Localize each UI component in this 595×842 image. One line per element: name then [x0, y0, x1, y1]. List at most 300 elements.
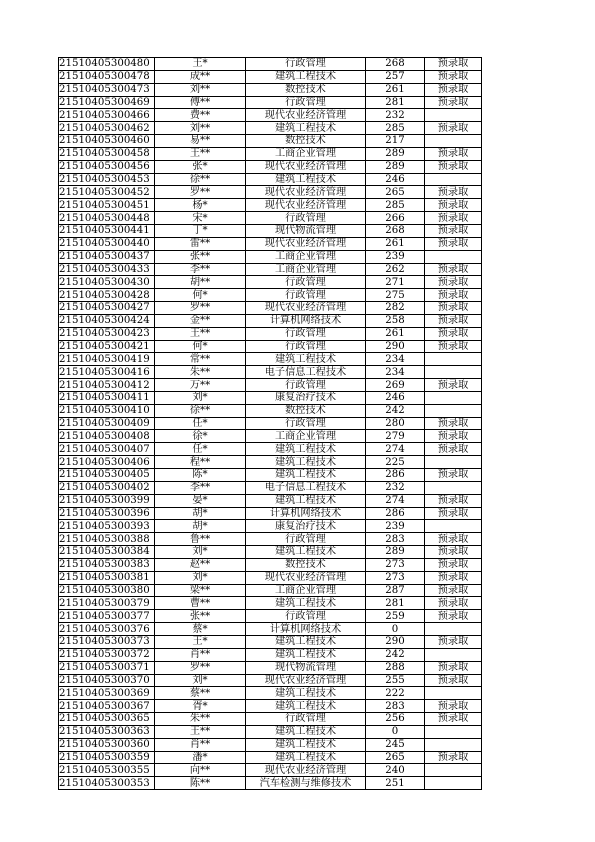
cell-student-name: 陈*	[155, 469, 246, 482]
cell-major: 现代农业经济管理	[246, 302, 366, 315]
cell-score: 261	[366, 327, 425, 340]
cell-major: 行政管理	[246, 379, 366, 392]
cell-score: 234	[366, 353, 425, 366]
cell-admission-status: 预录取	[425, 713, 482, 726]
cell-exam-id: 21510405300359	[59, 751, 155, 764]
cell-major: 现代物流管理	[246, 224, 366, 237]
cell-admission-status	[425, 404, 482, 417]
cell-student-name: 金**	[155, 314, 246, 327]
cell-student-name: 李**	[155, 481, 246, 494]
table-row	[59, 738, 482, 751]
cell-score: 256	[366, 713, 425, 726]
cell-exam-id: 21510405300379	[59, 597, 155, 610]
table-body	[59, 58, 482, 790]
table-row	[59, 725, 482, 738]
cell-student-name: 罗**	[155, 302, 246, 315]
cell-admission-status: 预录取	[425, 443, 482, 456]
cell-admission-status: 预录取	[425, 558, 482, 571]
cell-exam-id: 21510405300369	[59, 687, 155, 700]
cell-student-name: 胥*	[155, 700, 246, 713]
cell-admission-status	[425, 725, 482, 738]
cell-score: 259	[366, 610, 425, 623]
cell-exam-id: 21510405300427	[59, 302, 155, 315]
cell-admission-status: 预录取	[425, 237, 482, 250]
table-row	[59, 186, 482, 199]
cell-exam-id: 21510405300423	[59, 327, 155, 340]
cell-exam-id: 21510405300393	[59, 520, 155, 533]
cell-exam-id: 21510405300376	[59, 623, 155, 636]
table-row	[59, 135, 482, 148]
cell-admission-status: 预录取	[425, 610, 482, 623]
cell-admission-status	[425, 135, 482, 148]
table-row	[59, 417, 482, 430]
cell-major: 现代农业经济管理	[246, 109, 366, 122]
cell-exam-id: 21510405300353	[59, 777, 155, 790]
cell-exam-id: 21510405300430	[59, 276, 155, 289]
table-row	[59, 507, 482, 520]
cell-score: 271	[366, 276, 425, 289]
table-row	[59, 520, 482, 533]
cell-score: 251	[366, 777, 425, 790]
cell-major: 电子信息工程技术	[246, 366, 366, 379]
cell-admission-status: 预录取	[425, 494, 482, 507]
cell-major: 工商企业管理	[246, 584, 366, 597]
cell-major: 行政管理	[246, 276, 366, 289]
cell-student-name: 梁**	[155, 584, 246, 597]
cell-student-name: 费**	[155, 109, 246, 122]
cell-student-name: 丁*	[155, 224, 246, 237]
cell-major: 建筑工程技术	[246, 353, 366, 366]
cell-exam-id: 21510405300460	[59, 135, 155, 148]
cell-score: 274	[366, 443, 425, 456]
table-row	[59, 147, 482, 160]
cell-score: 266	[366, 212, 425, 225]
cell-student-name: 赵**	[155, 558, 246, 571]
cell-exam-id: 21510405300478	[59, 70, 155, 83]
cell-admission-status: 预录取	[425, 327, 482, 340]
table-row	[59, 764, 482, 777]
cell-score: 273	[366, 558, 425, 571]
cell-major: 行政管理	[246, 212, 366, 225]
cell-student-name: 向**	[155, 764, 246, 777]
table-row	[59, 404, 482, 417]
cell-major: 工商企业管理	[246, 430, 366, 443]
table-row	[59, 366, 482, 379]
cell-major: 电子信息工程技术	[246, 481, 366, 494]
cell-score: 245	[366, 738, 425, 751]
cell-exam-id: 21510405300452	[59, 186, 155, 199]
cell-admission-status	[425, 648, 482, 661]
cell-exam-id: 21510405300408	[59, 430, 155, 443]
table-row	[59, 263, 482, 276]
cell-major: 计算机网络技术	[246, 623, 366, 636]
cell-score: 274	[366, 494, 425, 507]
cell-major: 行政管理	[246, 96, 366, 109]
cell-major: 现代农业经济管理	[246, 764, 366, 777]
table-row	[59, 302, 482, 315]
table-row	[59, 430, 482, 443]
cell-major: 行政管理	[246, 417, 366, 430]
cell-student-name: 王**	[155, 725, 246, 738]
table-row	[59, 481, 482, 494]
cell-score: 225	[366, 456, 425, 469]
table-row	[59, 391, 482, 404]
table-row	[59, 533, 482, 546]
table-row	[59, 700, 482, 713]
cell-student-name: 成**	[155, 70, 246, 83]
cell-score: 285	[366, 199, 425, 212]
cell-exam-id: 21510405300373	[59, 635, 155, 648]
cell-student-name: 肖**	[155, 738, 246, 751]
cell-major: 汽车检测与维修技术	[246, 777, 366, 790]
cell-major: 建筑工程技术	[246, 725, 366, 738]
cell-major: 建筑工程技术	[246, 494, 366, 507]
cell-major: 计算机网络技术	[246, 314, 366, 327]
cell-admission-status: 预录取	[425, 70, 482, 83]
cell-student-name: 王**	[155, 147, 246, 160]
cell-exam-id: 21510405300441	[59, 224, 155, 237]
cell-admission-status	[425, 764, 482, 777]
cell-exam-id: 21510405300433	[59, 263, 155, 276]
cell-major: 数控技术	[246, 135, 366, 148]
cell-score: 283	[366, 700, 425, 713]
table-row	[59, 635, 482, 648]
cell-student-name: 徐**	[155, 404, 246, 417]
cell-exam-id: 21510405300453	[59, 173, 155, 186]
cell-major: 数控技术	[246, 83, 366, 96]
cell-student-name: 傅**	[155, 96, 246, 109]
cell-major: 建筑工程技术	[246, 597, 366, 610]
table-row	[59, 122, 482, 135]
cell-score: 282	[366, 302, 425, 315]
cell-exam-id: 21510405300410	[59, 404, 155, 417]
cell-student-name: 肖**	[155, 648, 246, 661]
cell-major: 行政管理	[246, 713, 366, 726]
cell-admission-status	[425, 353, 482, 366]
cell-score: 258	[366, 314, 425, 327]
cell-major: 建筑工程技术	[246, 122, 366, 135]
cell-admission-status	[425, 623, 482, 636]
cell-student-name: 雷**	[155, 237, 246, 250]
table-row	[59, 584, 482, 597]
cell-exam-id: 21510405300421	[59, 340, 155, 353]
table-row	[59, 276, 482, 289]
cell-score: 280	[366, 417, 425, 430]
cell-exam-id: 21510405300402	[59, 481, 155, 494]
cell-major: 建筑工程技术	[246, 469, 366, 482]
cell-student-name: 潘*	[155, 751, 246, 764]
cell-major: 建筑工程技术	[246, 70, 366, 83]
cell-score: 232	[366, 109, 425, 122]
table-row	[59, 546, 482, 559]
table-row	[59, 713, 482, 726]
table-row	[59, 674, 482, 687]
cell-admission-status: 预录取	[425, 507, 482, 520]
cell-admission-status: 预录取	[425, 122, 482, 135]
cell-exam-id: 21510405300367	[59, 700, 155, 713]
cell-admission-status: 预录取	[425, 302, 482, 315]
cell-exam-id: 21510405300409	[59, 417, 155, 430]
cell-major: 行政管理	[246, 58, 366, 71]
cell-exam-id: 21510405300371	[59, 661, 155, 674]
cell-score: 279	[366, 430, 425, 443]
cell-score: 246	[366, 173, 425, 186]
cell-student-name: 易**	[155, 135, 246, 148]
cell-major: 现代农业经济管理	[246, 237, 366, 250]
table-row	[59, 353, 482, 366]
cell-major: 建筑工程技术	[246, 546, 366, 559]
cell-exam-id: 21510405300462	[59, 122, 155, 135]
cell-major: 行政管理	[246, 327, 366, 340]
cell-admission-status: 预录取	[425, 674, 482, 687]
cell-exam-id: 21510405300458	[59, 147, 155, 160]
cell-exam-id: 21510405300406	[59, 456, 155, 469]
cell-score: 234	[366, 366, 425, 379]
cell-major: 工商企业管理	[246, 250, 366, 263]
cell-admission-status: 预录取	[425, 430, 482, 443]
cell-major: 行政管理	[246, 340, 366, 353]
cell-student-name: 朱**	[155, 366, 246, 379]
cell-major: 现代农业经济管理	[246, 571, 366, 584]
table-row	[59, 571, 482, 584]
admission-table	[58, 57, 482, 790]
cell-student-name: 刘*	[155, 674, 246, 687]
cell-exam-id: 21510405300388	[59, 533, 155, 546]
cell-score: 265	[366, 186, 425, 199]
cell-exam-id: 21510405300363	[59, 725, 155, 738]
cell-admission-status	[425, 481, 482, 494]
cell-exam-id: 21510405300365	[59, 713, 155, 726]
cell-exam-id: 21510405300407	[59, 443, 155, 456]
cell-exam-id: 21510405300380	[59, 584, 155, 597]
cell-major: 现代物流管理	[246, 661, 366, 674]
cell-exam-id: 21510405300480	[59, 58, 155, 71]
table-row	[59, 777, 482, 790]
cell-exam-id: 21510405300399	[59, 494, 155, 507]
cell-student-name: 蔡**	[155, 687, 246, 700]
table-row	[59, 83, 482, 96]
cell-admission-status: 预录取	[425, 546, 482, 559]
cell-student-name: 王*	[155, 58, 246, 71]
cell-exam-id: 21510405300384	[59, 546, 155, 559]
cell-exam-id: 21510405300381	[59, 571, 155, 584]
cell-score: 283	[366, 533, 425, 546]
cell-score: 269	[366, 379, 425, 392]
cell-score: 239	[366, 250, 425, 263]
table-row	[59, 173, 482, 186]
cell-exam-id: 21510405300428	[59, 289, 155, 302]
cell-exam-id: 21510405300412	[59, 379, 155, 392]
cell-student-name: 刘*	[155, 571, 246, 584]
cell-admission-status: 预录取	[425, 379, 482, 392]
table-row	[59, 160, 482, 173]
cell-major: 现代农业经济管理	[246, 160, 366, 173]
table-row	[59, 494, 482, 507]
cell-score: 242	[366, 404, 425, 417]
cell-score: 275	[366, 289, 425, 302]
table-row	[59, 443, 482, 456]
cell-exam-id: 21510405300473	[59, 83, 155, 96]
cell-student-name: 程**	[155, 456, 246, 469]
cell-score: 268	[366, 224, 425, 237]
cell-score: 290	[366, 635, 425, 648]
cell-exam-id: 21510405300370	[59, 674, 155, 687]
table-row	[59, 250, 482, 263]
cell-major: 建筑工程技术	[246, 456, 366, 469]
cell-admission-status: 预录取	[425, 469, 482, 482]
cell-score: 261	[366, 237, 425, 250]
cell-major: 建筑工程技术	[246, 738, 366, 751]
cell-student-name: 胡**	[155, 276, 246, 289]
table-row	[59, 597, 482, 610]
cell-student-name: 鲁**	[155, 533, 246, 546]
cell-student-name: 常**	[155, 353, 246, 366]
cell-major: 工商企业管理	[246, 147, 366, 160]
cell-score: 281	[366, 597, 425, 610]
cell-student-name: 何*	[155, 289, 246, 302]
cell-major: 建筑工程技术	[246, 700, 366, 713]
cell-admission-status	[425, 687, 482, 700]
cell-student-name: 刘**	[155, 122, 246, 135]
cell-score: 217	[366, 135, 425, 148]
table-row	[59, 340, 482, 353]
table-row	[59, 623, 482, 636]
cell-student-name: 晏*	[155, 494, 246, 507]
cell-score: 289	[366, 147, 425, 160]
cell-admission-status: 预录取	[425, 147, 482, 160]
table-row	[59, 70, 482, 83]
cell-major: 康复治疗技术	[246, 391, 366, 404]
cell-admission-status: 预录取	[425, 96, 482, 109]
cell-student-name: 张**	[155, 610, 246, 623]
cell-score: 286	[366, 469, 425, 482]
cell-student-name: 刘*	[155, 546, 246, 559]
cell-major: 建筑工程技术	[246, 173, 366, 186]
cell-admission-status	[425, 738, 482, 751]
cell-admission-status: 预录取	[425, 83, 482, 96]
cell-admission-status: 预录取	[425, 186, 482, 199]
cell-major: 行政管理	[246, 610, 366, 623]
cell-student-name: 任*	[155, 443, 246, 456]
cell-student-name: 王*	[155, 635, 246, 648]
cell-admission-status: 预录取	[425, 533, 482, 546]
table-row	[59, 96, 482, 109]
cell-admission-status	[425, 520, 482, 533]
cell-student-name: 何*	[155, 340, 246, 353]
cell-exam-id: 21510405300372	[59, 648, 155, 661]
cell-student-name: 宋*	[155, 212, 246, 225]
cell-major: 数控技术	[246, 558, 366, 571]
cell-score: 261	[366, 83, 425, 96]
cell-admission-status: 预录取	[425, 212, 482, 225]
table-row	[59, 327, 482, 340]
cell-major: 建筑工程技术	[246, 443, 366, 456]
cell-admission-status: 预录取	[425, 597, 482, 610]
cell-score: 287	[366, 584, 425, 597]
table-row	[59, 610, 482, 623]
cell-major: 建筑工程技术	[246, 687, 366, 700]
cell-student-name: 任*	[155, 417, 246, 430]
cell-score: 242	[366, 648, 425, 661]
cell-major: 数控技术	[246, 404, 366, 417]
table-row	[59, 289, 482, 302]
cell-admission-status: 预录取	[425, 199, 482, 212]
cell-admission-status	[425, 456, 482, 469]
cell-admission-status: 预录取	[425, 700, 482, 713]
table-row	[59, 224, 482, 237]
cell-exam-id: 21510405300377	[59, 610, 155, 623]
cell-student-name: 徐*	[155, 430, 246, 443]
cell-admission-status	[425, 109, 482, 122]
cell-student-name: 王**	[155, 327, 246, 340]
cell-score: 257	[366, 70, 425, 83]
cell-admission-status	[425, 391, 482, 404]
cell-student-name: 朱**	[155, 713, 246, 726]
cell-exam-id: 21510405300416	[59, 366, 155, 379]
table-row	[59, 109, 482, 122]
cell-major: 建筑工程技术	[246, 648, 366, 661]
cell-major: 建筑工程技术	[246, 635, 366, 648]
cell-admission-status: 预录取	[425, 58, 482, 71]
cell-score: 289	[366, 546, 425, 559]
cell-score: 0	[366, 623, 425, 636]
cell-student-name: 徐**	[155, 173, 246, 186]
cell-admission-status: 预录取	[425, 289, 482, 302]
table-row	[59, 212, 482, 225]
cell-major: 现代农业经济管理	[246, 199, 366, 212]
cell-student-name: 张*	[155, 160, 246, 173]
cell-score: 285	[366, 122, 425, 135]
cell-admission-status: 预录取	[425, 751, 482, 764]
cell-score: 262	[366, 263, 425, 276]
cell-admission-status: 预录取	[425, 160, 482, 173]
table-row	[59, 456, 482, 469]
cell-admission-status	[425, 250, 482, 263]
cell-major: 现代农业经济管理	[246, 674, 366, 687]
cell-student-name: 刘**	[155, 83, 246, 96]
table-row	[59, 237, 482, 250]
cell-major: 现代农业经济管理	[246, 186, 366, 199]
cell-student-name: 万**	[155, 379, 246, 392]
cell-score: 286	[366, 507, 425, 520]
cell-exam-id: 21510405300405	[59, 469, 155, 482]
cell-major: 康复治疗技术	[246, 520, 366, 533]
cell-admission-status: 预录取	[425, 417, 482, 430]
cell-exam-id: 21510405300437	[59, 250, 155, 263]
table-row	[59, 558, 482, 571]
table-row	[59, 751, 482, 764]
cell-major: 行政管理	[246, 289, 366, 302]
cell-student-name: 李**	[155, 263, 246, 276]
cell-score: 255	[366, 674, 425, 687]
table-row	[59, 661, 482, 674]
cell-score: 273	[366, 571, 425, 584]
cell-score: 289	[366, 160, 425, 173]
cell-admission-status: 预录取	[425, 661, 482, 674]
cell-score: 232	[366, 481, 425, 494]
cell-student-name: 罗**	[155, 186, 246, 199]
cell-admission-status: 预录取	[425, 571, 482, 584]
cell-admission-status: 预录取	[425, 584, 482, 597]
cell-exam-id: 21510405300355	[59, 764, 155, 777]
cell-exam-id: 21510405300448	[59, 212, 155, 225]
cell-admission-status: 预录取	[425, 263, 482, 276]
cell-exam-id: 21510405300456	[59, 160, 155, 173]
cell-student-name: 罗**	[155, 661, 246, 674]
cell-admission-status	[425, 777, 482, 790]
cell-score: 246	[366, 391, 425, 404]
cell-score: 222	[366, 687, 425, 700]
